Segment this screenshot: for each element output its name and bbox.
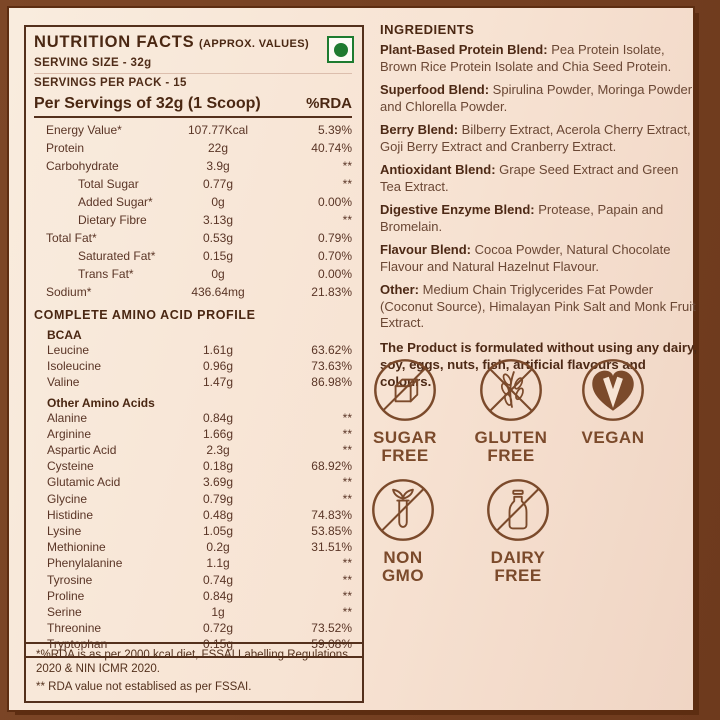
amino-rda: **: [342, 604, 352, 619]
table-row: [34, 121, 352, 139]
amino-label: Methionine: [47, 540, 106, 555]
ingredient-blend-contents: Medium Chain Triglycerides Fat Powder (Coconut Source), Himalayan Pink Salt and Monk Fruit Extract.: [380, 282, 696, 330]
nutrient-rda: 40.74%: [311, 141, 352, 155]
table-row: [34, 342, 352, 358]
amino-other-table: [34, 410, 352, 653]
nutrient-rda: **: [342, 213, 352, 227]
badge-label-line1: DAIRY: [490, 548, 546, 567]
amino-rda: **: [342, 588, 352, 603]
ingredient-item: [380, 82, 698, 115]
nutrient-rda: 0.79%: [317, 231, 352, 245]
table-row: [34, 193, 352, 211]
amino-rda: **: [342, 491, 352, 506]
amino-amount: 1.66g: [202, 426, 234, 441]
table-row: [34, 211, 352, 229]
amino-rda: **: [342, 426, 352, 441]
nutrient-rda: 0.00%: [317, 195, 352, 209]
badge-label-line1: GLUTEN: [474, 428, 548, 447]
dairy-free-icon: [485, 477, 551, 543]
nutrient-amount: 0.53g: [202, 231, 234, 245]
amino-label: Threonine: [47, 621, 102, 636]
nutrient-label: Sodium*: [46, 285, 92, 299]
allergen-note: The Product is formulated without using any dairy, soy, eggs, nuts, fish, artificial flavours and colours.: [380, 339, 698, 389]
amino-label: Histidine: [47, 507, 94, 522]
table-row: [34, 620, 352, 636]
table-row: [34, 175, 352, 193]
nutrition-title: NUTRITION FACTS: [34, 33, 195, 51]
ingredient-blend-name: Other:: [380, 282, 419, 297]
table-row: [34, 491, 352, 507]
table-row: [34, 265, 352, 283]
amino-profile-title: COMPLETE AMINO ACID PROFILE: [34, 308, 256, 322]
amino-rda: **: [342, 475, 352, 490]
table-row: [34, 139, 352, 157]
amino-rda: 63.62%: [311, 343, 352, 358]
badge-label-line2: FREE: [487, 446, 535, 465]
nutrient-label: Energy Value*: [46, 123, 122, 137]
table-row: [34, 410, 352, 426]
vegan-icon: [580, 357, 646, 423]
ingredient-blend-name: Superfood Blend:: [380, 82, 490, 97]
amino-label: Serine: [47, 604, 82, 619]
badge-label-line1: VEGAN: [581, 428, 645, 447]
amino-label: Aspartic Acid: [47, 443, 117, 458]
amino-rda: 73.63%: [311, 359, 352, 374]
amino-rda: **: [342, 410, 352, 425]
ingredient-blend-contents: Spirulina Powder, Moringa Powder and Chlorella Powder.: [380, 82, 693, 114]
amino-rda: 86.98%: [311, 375, 352, 390]
nutrient-rda: 0.00%: [317, 267, 352, 281]
serving-size: SERVING SIZE - 32g: [34, 57, 152, 69]
amino-rda: 53.85%: [311, 523, 352, 538]
per-serving-heading: Per Servings of 32g (1 Scoop): [34, 95, 261, 112]
amino-rda: **: [342, 443, 352, 458]
sugar-free-icon: [372, 357, 438, 423]
ingredient-blend-contents: Cocoa Powder, Natural Chocolate Flavour and Natural Hazelnut Flavour.: [380, 242, 671, 274]
nutrient-rda: 5.39%: [317, 123, 352, 137]
ingredient-blend-name: Digestive Enzyme Blend:: [380, 202, 535, 217]
amino-rda: **: [342, 572, 352, 587]
nutrient-rda: 21.83%: [311, 285, 352, 299]
table-row: [34, 229, 352, 247]
amino-label: Phenylalanine: [47, 556, 123, 571]
amino-label: Leucine: [47, 343, 90, 358]
footnote-text: ** RDA value not establised as per FSSAI.: [36, 681, 252, 693]
table-row: [34, 604, 352, 620]
badge-label: [582, 429, 645, 447]
amino-rda: 74.83%: [311, 507, 352, 522]
amino-label: Glycine: [47, 491, 88, 506]
nutrition-panel: [24, 25, 364, 658]
badge-sugar-free: [350, 357, 460, 465]
amino-amount: 1.1g: [206, 556, 230, 571]
amino-amount: 0.79g: [202, 491, 234, 506]
table-row: [34, 507, 352, 523]
footnotes-box: [24, 642, 364, 703]
ingredient-item: [380, 42, 698, 75]
nutrient-label: Total Sugar: [78, 177, 139, 191]
nutrient-label: Added Sugar*: [78, 195, 153, 209]
badge-label-line2: FREE: [381, 446, 429, 465]
badge-gluten-free: [456, 357, 566, 465]
amino-amount: 0.2g: [206, 540, 230, 555]
amino-label: Tryptophan: [47, 637, 108, 652]
ingredient-blend-name: Plant-Based Protein Blend:: [380, 42, 548, 57]
non-gmo-icon: [370, 477, 436, 543]
table-row: [34, 374, 352, 390]
vegetarian-mark-icon: [327, 36, 354, 63]
badge-dairy-free: [463, 477, 573, 585]
table-row: [34, 426, 352, 442]
badge-label-line2: FREE: [494, 566, 542, 585]
amino-amount: 2.3g: [206, 443, 230, 458]
amino-label: Isoleucine: [47, 359, 102, 374]
nutrient-amount: 22g: [207, 141, 229, 155]
amino-amount: 0.15g: [202, 637, 234, 652]
amino-label: Glutamic Acid: [47, 475, 121, 490]
amino-label: Arginine: [47, 426, 92, 441]
ingredient-item: [380, 282, 698, 332]
nutrient-label: Protein: [46, 141, 85, 155]
amino-rda: 68.92%: [311, 459, 352, 474]
amino-amount: 1.05g: [202, 523, 234, 538]
table-row: [34, 539, 352, 555]
amino-amount: 0.96g: [202, 359, 234, 374]
nutrient-amount: 3.9g: [206, 159, 230, 173]
ingredients-list: [380, 42, 698, 332]
amino-group-other-label: Other Amino Acids: [47, 395, 155, 410]
servings-per-pack: SERVINGS PER PACK - 15: [34, 77, 187, 89]
table-row: [34, 555, 352, 571]
amino-rda: 31.51%: [311, 540, 352, 555]
amino-label: Cysteine: [47, 459, 94, 474]
nutrient-amount: 0g: [211, 267, 225, 281]
amino-amount: 1g: [211, 604, 225, 619]
footnote: [36, 649, 352, 676]
nutrient-label: Carbohydrate: [46, 159, 119, 173]
amino-rda: 59.08%: [311, 637, 352, 652]
table-row: [34, 458, 352, 474]
amino-rda: **: [342, 556, 352, 571]
footnote-text: *%RDA is as per 2000 kcal diet, FSSAI Labelling Regulations 2020 & NIN ICMR 2020.: [36, 649, 348, 675]
nutrient-amount: 0.15g: [202, 249, 234, 263]
amino-bcaa-table: [34, 342, 352, 391]
amino-label: Alanine: [47, 410, 88, 425]
amino-label: Tyrosine: [47, 572, 93, 587]
badge-label-line2: GMO: [381, 566, 425, 585]
amino-amount: 3.69g: [202, 475, 234, 490]
badge-label: [491, 549, 546, 585]
nutrient-rda: 0.70%: [317, 249, 352, 263]
table-row: [34, 157, 352, 175]
nutrient-amount: 107.77Kcal: [187, 123, 249, 137]
ingredient-blend-contents: Pea Protein Isolate, Brown Rice Protein Isolate and Chia Seed Protein.: [380, 42, 672, 74]
nutrient-label: Total Fat*: [46, 231, 97, 245]
ingredient-item: [380, 122, 698, 155]
table-row: [34, 474, 352, 490]
nutrient-amount: 3.13g: [202, 213, 234, 227]
amino-amount: 0.84g: [202, 410, 234, 425]
badge-label: [475, 429, 548, 465]
per-serving-row: [34, 94, 352, 113]
nutrient-amount: 0.77g: [202, 177, 234, 191]
badge-vegan: [558, 357, 668, 447]
amino-amount: 0.48g: [202, 507, 234, 522]
rda-heading: %RDA: [306, 95, 352, 112]
ingredient-blend-name: Flavour Blend:: [380, 242, 472, 257]
table-row: [34, 523, 352, 539]
amino-amount: 1.61g: [202, 343, 234, 358]
ingredient-blend-contents: Bilberry Extract, Acerola Cherry Extract, Goji Berry Extract and Cranberry Extract.: [380, 122, 691, 154]
table-row: [34, 571, 352, 587]
gluten-free-icon: [478, 357, 544, 423]
nutrient-rda: **: [342, 159, 352, 173]
approx-values-label: (APPROX. VALUES): [198, 38, 310, 50]
table-row: [34, 442, 352, 458]
ingredient-item: [380, 162, 698, 195]
ingredient-blend-name: Berry Blend:: [380, 122, 459, 137]
badge-non-gmo: [348, 477, 458, 585]
nutrition-title-row: [34, 33, 352, 54]
amino-label: Valine: [47, 375, 80, 390]
amino-amount: 0.74g: [202, 572, 234, 587]
ingredients-section: [380, 20, 698, 390]
ingredient-blend-contents: Protease, Papain and Bromelain.: [380, 202, 664, 234]
nutrient-label: Dietary Fibre: [78, 213, 147, 227]
label-page: [9, 8, 698, 710]
badge-label: [373, 429, 437, 465]
amino-group-bcaa-label: BCAA: [47, 328, 82, 342]
table-row: [34, 588, 352, 604]
amino-amount: 0.18g: [202, 459, 234, 474]
footnote: [36, 681, 352, 695]
nutrient-label: Saturated Fat*: [78, 249, 156, 263]
amino-label: Proline: [47, 588, 85, 603]
ingredient-item: [380, 202, 698, 235]
table-row: [34, 247, 352, 265]
amino-rda: 73.52%: [311, 621, 352, 636]
ingredient-blend-contents: Grape Seed Extract and Green Tea Extract.: [380, 162, 679, 194]
nutrient-table: [34, 118, 352, 301]
nutrient-label: Trans Fat*: [78, 267, 134, 281]
nutrient-amount: 436.64mg: [191, 285, 245, 299]
ingredient-blend-name: Antioxidant Blend:: [380, 162, 496, 177]
table-row: [34, 283, 352, 301]
vegetarian-dot-icon: [334, 43, 348, 57]
nutrient-amount: 0g: [211, 195, 225, 209]
ingredient-item: [380, 242, 698, 275]
amino-amount: 1.47g: [202, 375, 234, 390]
divider: [34, 73, 352, 74]
badge-label: [382, 549, 424, 585]
ingredients-title: INGREDIENTS: [380, 22, 475, 37]
table-row: [34, 358, 352, 374]
badge-label-line1: SUGAR: [373, 428, 437, 447]
amino-amount: 0.84g: [202, 588, 234, 603]
amino-amount: 0.72g: [202, 621, 234, 636]
badge-label-line1: NON: [383, 548, 423, 567]
nutrient-rda: **: [342, 177, 352, 191]
amino-label: Lysine: [47, 523, 82, 538]
